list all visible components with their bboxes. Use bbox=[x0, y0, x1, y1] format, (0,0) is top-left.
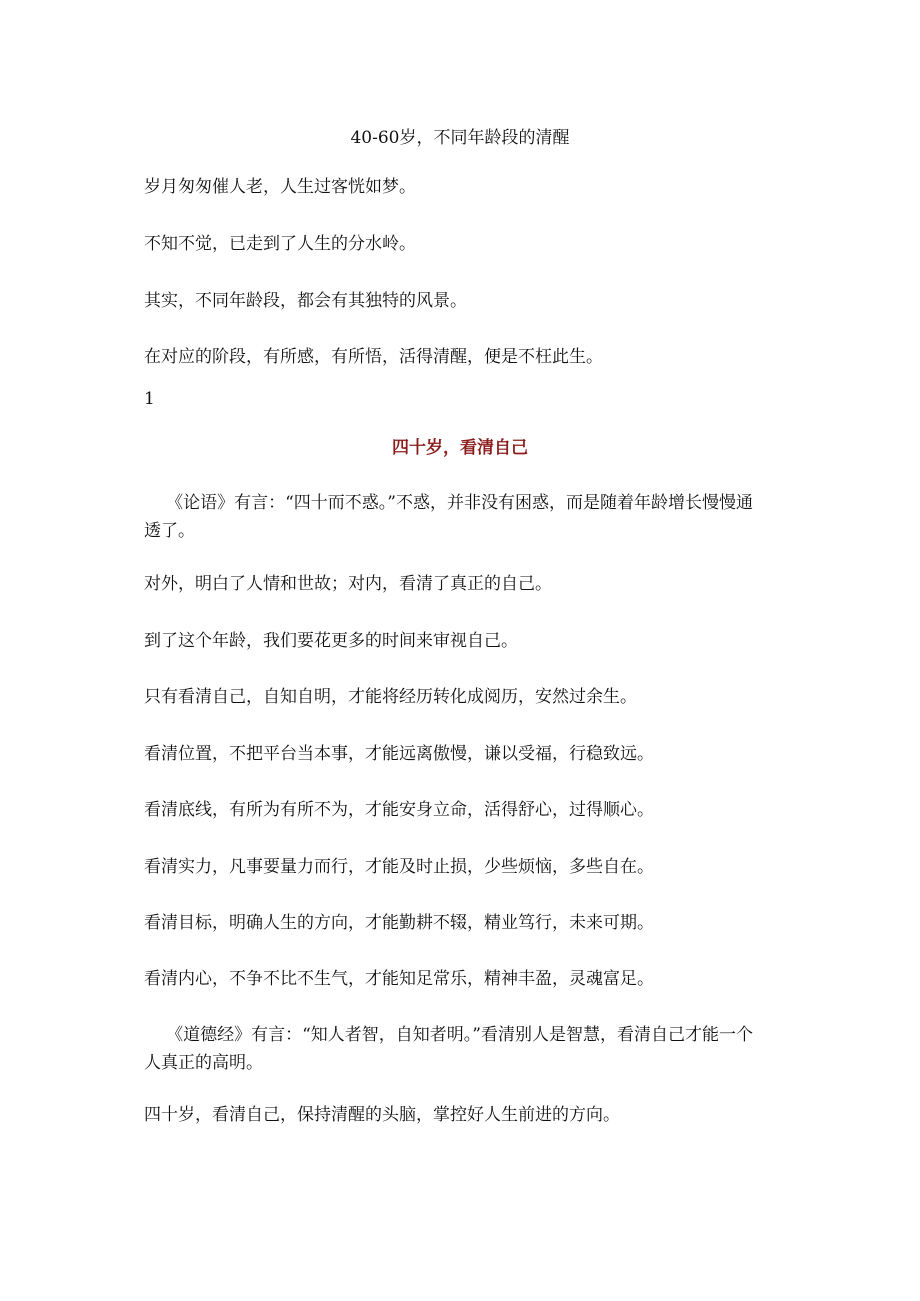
intro-line-3: 其实，不同年龄段，都会有其独特的风景。 bbox=[144, 291, 467, 311]
paragraph-conclusion: 四十岁，看清自己，保持清醒的头脑，掌控好人生前进的方向。 bbox=[144, 1105, 620, 1125]
paragraph-lunyu: 《论语》有言：“四十而不惑。”不惑，并非没有困惑，而是随着年龄增长慢慢通透了。 bbox=[144, 493, 753, 541]
paragraph: 看清实力，凡事要量力而行，才能及时止损，少些烦恼，多些自在。 bbox=[144, 857, 654, 877]
paragraph: 看清位置，不把平台当本事，才能远离傲慢，谦以受福，行稳致远。 bbox=[144, 744, 654, 764]
paragraph: 到了这个年龄，我们要花更多的时间来审视自己。 bbox=[144, 631, 518, 651]
paragraph: 只有看清自己，自知自明，才能将经历转化成阅历，安然过余生。 bbox=[144, 687, 637, 707]
intro-line-1: 岁月匆匆催人老，人生过客恍如梦。 bbox=[144, 177, 416, 197]
intro-line-2: 不知不觉，已走到了人生的分水岭。 bbox=[144, 234, 416, 254]
document-title: 40-60岁，不同年龄段的清醒 bbox=[350, 128, 570, 148]
paragraph-daodejing: 《道德经》有言：“知人者智，自知者明。”看清别人是智慧，看清自己才能一个人真正的高明。 bbox=[144, 1025, 753, 1073]
paragraph: 对外，明白了人情和世故；对内，看清了真正的自己。 bbox=[144, 574, 552, 594]
paragraph: 看清内心，不争不比不生气，才能知足常乐，精神丰盈，灵魂富足。 bbox=[144, 969, 654, 989]
paragraph: 看清目标，明确人生的方向，才能勤耕不辍，精业笃行，未来可期。 bbox=[144, 913, 654, 933]
section-heading: 四十岁，看清自己 bbox=[392, 438, 528, 458]
intro-line-4: 在对应的阶段，有所感，有所悟，活得清醒，便是不枉此生。 bbox=[144, 347, 603, 367]
paragraph: 看清底线，有所为有所不为，才能安身立命，活得舒心，过得顺心。 bbox=[144, 800, 654, 820]
section-number: 1 bbox=[144, 389, 155, 409]
